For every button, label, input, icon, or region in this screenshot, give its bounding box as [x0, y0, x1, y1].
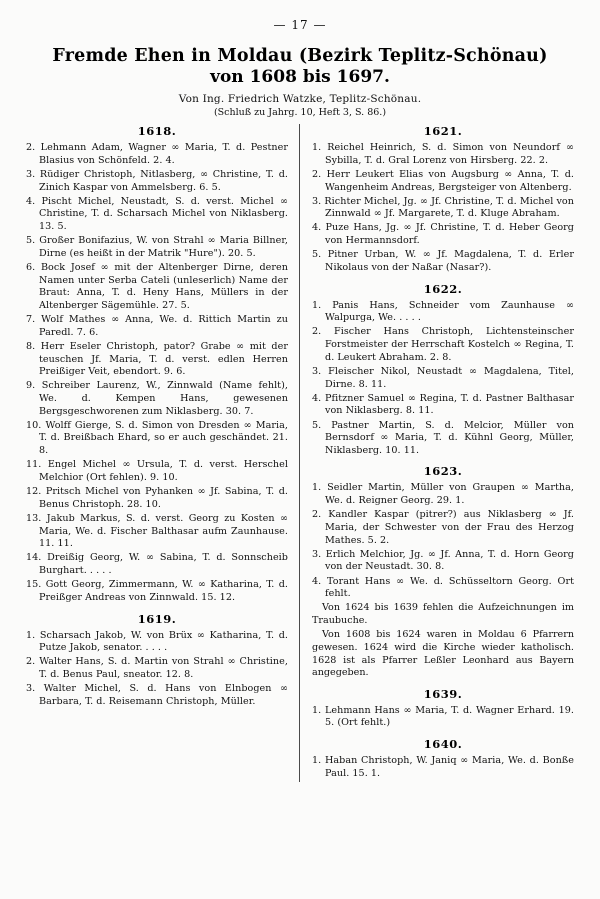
list-item: 3. Richter Michel, Jg. ∞ Jf. Christine, T. d. Michel von Zinnwald ∞ Jf. Margarete, T. d. Kluge Abraham. — [312, 195, 574, 220]
list-item: 1. Scharsach Jakob, W. von Brüx ∞ Katharina, T. d. Putze Jakob, senator. . . . . — [26, 629, 288, 654]
list-item: 3. Fleischer Nikol, Neustadt ∞ Magdalena, Titel, Dirne. 8. 11. — [312, 365, 574, 390]
byline: Von Ing. Friedrich Watzke, Teplitz-Schönau. — [178, 93, 422, 106]
list-item: 4. Pischt Michel, Neustadt, S. d. verst. Michel ∞ Christine, T. d. Scharsach Michel von Niklasberg. 13. 5. — [26, 195, 288, 232]
year-heading: 1623. — [423, 464, 463, 479]
list-item: 1. Reichel Heinrich, S. d. Simon von Neundorf ∞ Sybilla, T. d. Gral Lorenz von Hirsberg. 22. 2. — [312, 142, 574, 166]
year-heading: 1639. — [423, 686, 463, 701]
list-item: 5. Pastner Martin, S. d. Melcior, Müller von Bernsdorf ∞ Maria, T. d. Kühnl Georg, Müller, Niklasberg. 10. 11. — [312, 419, 574, 456]
year-heading: 1640. — [423, 737, 463, 752]
note-paragraph: Von 1608 bis 1624 waren in Moldau 6 Pfarrern gewesen. 1624 wird die Kirche wieder katholisch. 1628 ist als Pfarrer Leßler Leonhard aus Bayern angegeben. — [312, 629, 574, 679]
list-item: 2. Lehmann Adam, Wagner ∞ Maria, T. d. Pestner Blasius von Schönfeld. 2. 4. — [26, 142, 288, 166]
list-item: 1. Seidler Martin, Müller von Graupen ∞ Martha, We. d. Reigner Georg. 29. 1. — [312, 482, 574, 507]
list-item: 8. Herr Eseler Christoph, pator? Grabe ∞ mit der teuschen Jf. Maria, T. d. verst. edlen Herren Preißiger Veit, ebendort. 9. 6. — [26, 340, 288, 378]
list-item: 5. Pitner Urban, W. ∞ Jf. Magdalena, T. d. Erler Nikolaus von der Naßar (Nasar?). — [312, 249, 574, 273]
list-item: 7. Wolf Mathes ∞ Anna, We. d. Rittich Martin zu Paredl. 7. 6. — [26, 314, 288, 338]
list-item: 5. Großer Bonifazius, W. von Strahl ∞ Maria Billner, Dirne (es heißt in der Matrik "Hure"). 20. 5. — [26, 235, 288, 259]
year-heading: 1621. — [423, 124, 463, 139]
columns-container — [26, 124, 574, 782]
list-item: 2. Kandler Kaspar (pitrer?) aus Niklasberg ∞ Jf. Maria, der Schwester von der Frau des Herzog Mathes. 5. 2. — [312, 509, 574, 546]
list-item: 1. Lehmann Hans ∞ Maria, T. d. Wagner Erhard. 19. 5. (Ort fehlt.) — [312, 704, 574, 729]
title-block — [26, 46, 574, 87]
left-column — [26, 124, 300, 782]
list-item: 13. Jakub Markus, S. d. verst. Georg zu Kosten ∞ Maria, We. d. Fischer Balthasar aufm Zaunhause. 11. 11. — [26, 512, 288, 550]
page-title: Fremde Ehen in Moldau (Bezirk Teplitz-Schönau) — [52, 46, 548, 66]
list-item: 9. Schreiber Laurenz, W., Zinnwald (Name fehlt), We. d. Kempen Hans, gewesenen Bergsgeschworenen zum Niklasberg. 30. 7. — [26, 380, 288, 417]
list-item: 15. Gott Georg, Zimmermann, W. ∞ Katharina, T. d. Preißger Andreas von Zinnwald. 15. 12. — [26, 579, 288, 603]
note-paragraph: Von 1624 bis 1639 fehlen die Aufzeichnungen im Traubuche. — [312, 602, 574, 627]
list-item: 12. Pritsch Michel von Pyhanken ∞ Jf. Sabina, T. d. Benus Christoph. 28. 10. — [26, 486, 288, 510]
list-item: 2. Walter Hans, S. d. Martin von Strahl ∞ Christine, T. d. Benus Paul, sneator. 12. 8. — [26, 656, 288, 680]
right-column — [300, 124, 574, 782]
list-item: 1. Haban Christoph, W. Janiq ∞ Maria, We. d. Bonße Paul. 15. 1. — [312, 755, 574, 779]
page-subtitle: von 1608 bis 1697. — [210, 66, 390, 87]
list-item: 11. Engel Michel ∞ Ursula, T. d. verst. Herschel Melchior (Ort fehlen). 9. 10. — [26, 459, 288, 483]
year-heading: 1619. — [137, 611, 177, 626]
list-item: 14. Dreißig Georg, W. ∞ Sabina, T. d. Sonnscheib Burghart. . . . . — [26, 552, 288, 577]
list-item: 2. Fischer Hans Christoph, Lichtensteinscher Forstmeister der Herrschaft Kostelch ∞ Regina, T. d. Leukert Abraham. 2. 8. — [312, 326, 574, 363]
list-item: 2. Herr Leukert Elias von Augsburg ∞ Anna, T. d. Wangenheim Andreas, Bergsteiger von Altenberg. — [312, 168, 574, 193]
page-number: — 17 — — [273, 18, 327, 32]
list-item: 3. Rüdiger Christoph, Nitlasberg, ∞ Christine, T. d. Zinich Kaspar von Ammelsberg. 6. 5. — [26, 168, 288, 193]
list-item: 1. Panis Hans, Schneider vom Zaunhause ∞ Walpurga, We. . . . . — [312, 299, 574, 324]
list-item: 3. Walter Michel, S. d. Hans von Elnbogen ∞ Barbara, T. d. Reisemann Christoph, Müller. — [26, 683, 288, 707]
list-item: 10. Wolff Gierge, S. d. Simon von Dresden ∞ Maria, T. d. Breißbach Ehard, so er auch geschändet. 21. 8. — [26, 419, 288, 457]
list-item: 6. Bock Josef ∞ mit der Altenberger Dirne, deren Namen unter Serba Cateli (unleserlich) Name der Braut: Anna, T. d. Heny Hans, Müllers in der Altenberger Sägemühle. 27. 5. — [26, 261, 288, 311]
year-heading: 1618. — [137, 124, 177, 139]
year-heading: 1622. — [423, 281, 463, 296]
continuation-note: (Schluß zu Jahrg. 10, Heft 3, S. 86.) — [213, 107, 387, 119]
list-item: 4. Pfitzner Samuel ∞ Regina, T. d. Pastner Balthasar von Niklasberg. 8. 11. — [312, 392, 574, 417]
list-item: 4. Torant Hans ∞ We. d. Schüsseltorn Georg. Ort fehlt. — [312, 575, 574, 600]
list-item: 4. Puze Hans, Jg. ∞ Jf. Christine, T. d. Heber Georg von Hermannsdorf. — [312, 222, 574, 247]
list-item: 3. Erlich Melchior, Jg. ∞ Jf. Anna, T. d. Horn Georg von der Neustadt. 30. 8. — [312, 548, 574, 573]
